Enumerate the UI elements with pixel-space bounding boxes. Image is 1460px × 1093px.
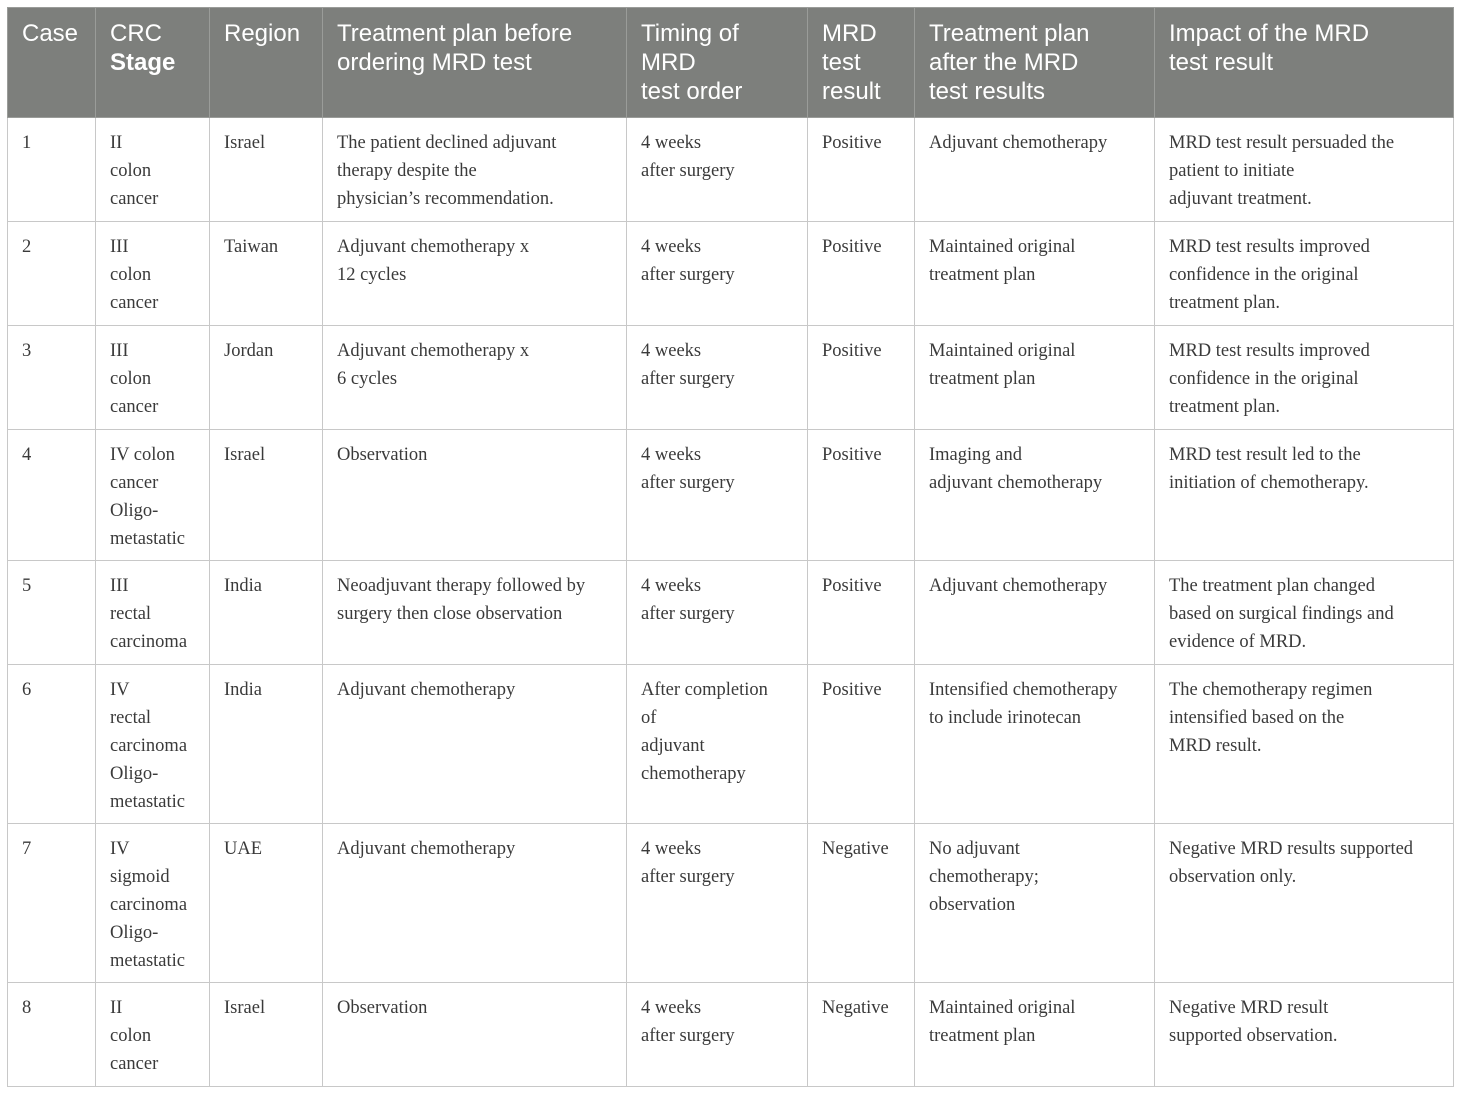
cell-line: The treatment plan changed (1169, 576, 1375, 596)
crc-stage-cell (96, 430, 210, 561)
cell-line: III (110, 237, 129, 257)
header-line: Timing of (641, 20, 739, 47)
plan-after-cell (915, 430, 1155, 561)
cell-line: treatment plan. (1169, 293, 1280, 313)
cell-line: cancer (110, 1054, 159, 1074)
region-cell (210, 430, 323, 561)
cell-line: Maintained original (929, 237, 1076, 257)
cell-line: 4 weeks (641, 237, 702, 257)
plan-after-cell (915, 118, 1155, 222)
cell-line: Maintained original (929, 998, 1076, 1018)
crc-stage-cell (96, 326, 210, 430)
region-cell (210, 824, 323, 983)
header-timing (627, 8, 808, 118)
cell-line: 5 (22, 576, 32, 596)
cell-line: Israel (224, 998, 266, 1018)
header-line: Stage (110, 49, 176, 76)
cell-line: adjuvant treatment. (1169, 189, 1312, 209)
cell-line: Intensified chemotherapy (929, 680, 1118, 700)
cell-line: observation (929, 895, 1016, 915)
impact-cell (1155, 824, 1454, 983)
cell-line: III (110, 576, 129, 596)
impact-cell (1155, 222, 1454, 326)
plan-before-cell (323, 430, 627, 561)
case-cell (8, 222, 96, 326)
cell-line: II (110, 998, 123, 1018)
cell-line: 4 weeks (641, 839, 702, 859)
cell-line: 4 (22, 445, 32, 465)
cell-line: Oligo- (110, 764, 159, 784)
cell-line: 8 (22, 998, 32, 1018)
impact-cell (1155, 118, 1454, 222)
cell-line: after surgery (641, 604, 735, 624)
header-line: Case (22, 20, 79, 47)
case-cell (8, 118, 96, 222)
cell-line: 3 (22, 341, 32, 361)
cell-line: Negative (822, 998, 889, 1018)
header-line: Impact of the MRD (1169, 20, 1370, 47)
cell-line: cancer (110, 293, 159, 313)
cell-line: Positive (822, 133, 882, 153)
cell-line: treatment plan (929, 369, 1036, 389)
table-row (8, 222, 1454, 326)
cell-line: metastatic (110, 792, 185, 812)
cell-line: evidence of MRD. (1169, 632, 1307, 652)
cell-line: treatment plan. (1169, 397, 1280, 417)
cell-line: patient to initiate (1169, 161, 1295, 181)
impact-cell (1155, 665, 1454, 824)
mrd-result-cell (808, 222, 915, 326)
region-cell (210, 118, 323, 222)
cell-line: treatment plan (929, 1026, 1036, 1046)
timing-cell (627, 983, 808, 1087)
cell-line: colon (110, 369, 152, 389)
case-cell (8, 430, 96, 561)
mrd-result-cell (808, 665, 915, 824)
cell-line: 7 (22, 839, 32, 859)
region-cell (210, 983, 323, 1087)
cell-line: Adjuvant chemotherapy x (337, 237, 530, 257)
cell-line: IV colon (110, 445, 175, 465)
cell-line: India (224, 680, 263, 700)
plan-after-cell (915, 326, 1155, 430)
case-cell (8, 824, 96, 983)
header-crc-stage (96, 8, 210, 118)
cell-line: MRD test result led to the (1169, 445, 1361, 465)
table-row (8, 561, 1454, 665)
cell-line: The patient declined adjuvant (337, 133, 557, 153)
cell-line: carcinoma (110, 632, 188, 652)
cell-line: observation only. (1169, 867, 1297, 887)
mrd-result-cell (808, 983, 915, 1087)
header-case (8, 8, 96, 118)
table-row (8, 326, 1454, 430)
cell-line: Negative MRD result (1169, 998, 1329, 1018)
header-line: test order (641, 78, 743, 105)
cell-line: Positive (822, 680, 882, 700)
cell-line: Positive (822, 576, 882, 596)
cell-line: No adjuvant (929, 839, 1020, 859)
cell-line: 12 cycles (337, 265, 407, 285)
cell-line: colon (110, 265, 152, 285)
header-line: Region (224, 20, 301, 47)
cell-line: Oligo- (110, 923, 159, 943)
cell-line: Observation (337, 445, 428, 465)
header-line: result (822, 78, 881, 105)
cell-line: after surgery (641, 867, 735, 887)
crc-stage-cell (96, 824, 210, 983)
mrd-result-cell (808, 326, 915, 430)
cell-line: metastatic (110, 951, 185, 971)
plan-before-cell (323, 326, 627, 430)
crc-stage-cell (96, 222, 210, 326)
cell-line: 4 weeks (641, 133, 702, 153)
table-row (8, 118, 1454, 222)
header-mrd-result (808, 8, 915, 118)
timing-cell (627, 665, 808, 824)
cell-line: Adjuvant chemotherapy (337, 680, 516, 700)
mrd-result-cell (808, 824, 915, 983)
cell-line: based on surgical findings and (1169, 604, 1394, 624)
cell-line: carcinoma (110, 895, 188, 915)
cell-line: Positive (822, 445, 882, 465)
cell-line: supported observation. (1169, 1026, 1338, 1046)
cell-line: MRD result. (1169, 736, 1262, 756)
plan-after-cell (915, 222, 1155, 326)
cell-line: after surgery (641, 1026, 735, 1046)
table-row (8, 824, 1454, 983)
impact-cell (1155, 430, 1454, 561)
impact-cell (1155, 326, 1454, 430)
cell-line: Jordan (224, 341, 274, 361)
cell-line: UAE (224, 839, 263, 859)
cell-line: rectal (110, 604, 152, 624)
region-cell (210, 222, 323, 326)
header-line: MRD (641, 49, 696, 76)
header-line: test (822, 49, 861, 76)
plan-before-cell (323, 983, 627, 1087)
plan-after-cell (915, 561, 1155, 665)
plan-before-cell (323, 118, 627, 222)
cell-line: II (110, 133, 123, 153)
header-line: test result (1169, 49, 1274, 76)
cell-line: Imaging and (929, 445, 1022, 465)
cell-line: Negative MRD results supported (1169, 839, 1414, 859)
cell-line: 4 weeks (641, 576, 702, 596)
cell-line: Adjuvant chemotherapy x (337, 341, 530, 361)
cell-line: rectal (110, 708, 152, 728)
cell-line: confidence in the original (1169, 369, 1359, 389)
cell-line: cancer (110, 473, 159, 493)
table-row (8, 430, 1454, 561)
cell-line: 2 (22, 237, 32, 257)
cell-line: physician’s recommendation. (337, 189, 554, 209)
header-line: after the MRD (929, 49, 1079, 76)
cell-line: Maintained original (929, 341, 1076, 361)
cell-line: surgery then close observation (337, 604, 563, 624)
cell-line: Oligo- (110, 501, 159, 521)
crc-stage-cell (96, 561, 210, 665)
plan-before-cell (323, 561, 627, 665)
region-cell (210, 665, 323, 824)
cell-line: 6 (22, 680, 32, 700)
cell-line: 6 cycles (337, 369, 398, 389)
cell-line: MRD test results improved (1169, 341, 1370, 361)
crc-stage-cell (96, 665, 210, 824)
plan-after-cell (915, 983, 1155, 1087)
mrd-result-cell (808, 118, 915, 222)
header-plan-after (915, 8, 1155, 118)
cell-line: MRD test result persuaded the (1169, 133, 1395, 153)
cell-line: Taiwan (224, 237, 279, 257)
crc-stage-cell (96, 983, 210, 1087)
cell-line: chemotherapy (641, 764, 746, 784)
cell-line: carcinoma (110, 736, 188, 756)
table-row (8, 983, 1454, 1087)
impact-cell (1155, 561, 1454, 665)
header-line: ordering MRD test (337, 49, 532, 76)
cell-line: IV (110, 680, 130, 700)
cell-line: Positive (822, 237, 882, 257)
cell-line: after surgery (641, 473, 735, 493)
case-cell (8, 561, 96, 665)
cell-line: India (224, 576, 263, 596)
header-plan-before (323, 8, 627, 118)
cell-line: cancer (110, 397, 159, 417)
header-region (210, 8, 323, 118)
plan-before-cell (323, 824, 627, 983)
cell-line: after surgery (641, 161, 735, 181)
cell-line: therapy despite the (337, 161, 477, 181)
cell-line: After completion (641, 680, 768, 700)
plan-before-cell (323, 665, 627, 824)
cell-line: Observation (337, 998, 428, 1018)
timing-cell (627, 824, 808, 983)
cell-line: metastatic (110, 529, 185, 549)
cell-line: 4 weeks (641, 998, 702, 1018)
cell-line: Neoadjuvant therapy followed by (337, 576, 586, 596)
cell-line: III (110, 341, 129, 361)
header-row (8, 8, 1454, 118)
cell-line: of (641, 708, 657, 728)
cell-line: after surgery (641, 369, 735, 389)
cell-line: Positive (822, 341, 882, 361)
timing-cell (627, 430, 808, 561)
mrd-result-cell (808, 561, 915, 665)
cell-line: 4 weeks (641, 445, 702, 465)
cell-line: The chemotherapy regimen (1169, 680, 1373, 700)
plan-before-cell (323, 222, 627, 326)
cell-line: 4 weeks (641, 341, 702, 361)
header-line: CRC (110, 20, 162, 47)
cell-line: Adjuvant chemotherapy (929, 133, 1108, 153)
timing-cell (627, 561, 808, 665)
cell-line: adjuvant (641, 736, 705, 756)
cell-line: sigmoid (110, 867, 170, 887)
header-line: Treatment plan (929, 20, 1090, 47)
cell-line: to include irinotecan (929, 708, 1082, 728)
case-cell (8, 326, 96, 430)
header-impact (1155, 8, 1454, 118)
cell-line: Adjuvant chemotherapy (337, 839, 516, 859)
header-line: test results (929, 78, 1046, 105)
cell-line: Israel (224, 133, 266, 153)
mrd-case-table (7, 7, 1454, 1087)
cell-line: chemotherapy; (929, 867, 1039, 887)
cell-line: Adjuvant chemotherapy (929, 576, 1108, 596)
cell-line: confidence in the original (1169, 265, 1359, 285)
timing-cell (627, 118, 808, 222)
table-row (8, 665, 1454, 824)
header-line: MRD (822, 20, 877, 47)
cell-line: adjuvant chemotherapy (929, 473, 1103, 493)
mrd-result-cell (808, 430, 915, 561)
crc-stage-cell (96, 118, 210, 222)
header-line: Treatment plan before (337, 20, 573, 47)
plan-after-cell (915, 824, 1155, 983)
cell-line: IV (110, 839, 130, 859)
region-cell (210, 326, 323, 430)
cell-line: cancer (110, 189, 159, 209)
cell-line: intensified based on the (1169, 708, 1345, 728)
timing-cell (627, 326, 808, 430)
cell-line: colon (110, 1026, 152, 1046)
case-cell (8, 983, 96, 1087)
table-body (8, 118, 1454, 1087)
cell-line: initiation of chemotherapy. (1169, 473, 1369, 493)
cell-line: after surgery (641, 265, 735, 285)
impact-cell (1155, 983, 1454, 1087)
cell-line: treatment plan (929, 265, 1036, 285)
cell-line: Israel (224, 445, 266, 465)
cell-line: Negative (822, 839, 889, 859)
region-cell (210, 561, 323, 665)
cell-line: colon (110, 161, 152, 181)
case-cell (8, 665, 96, 824)
plan-after-cell (915, 665, 1155, 824)
cell-line: MRD test results improved (1169, 237, 1370, 257)
timing-cell (627, 222, 808, 326)
cell-line: 1 (22, 133, 32, 153)
